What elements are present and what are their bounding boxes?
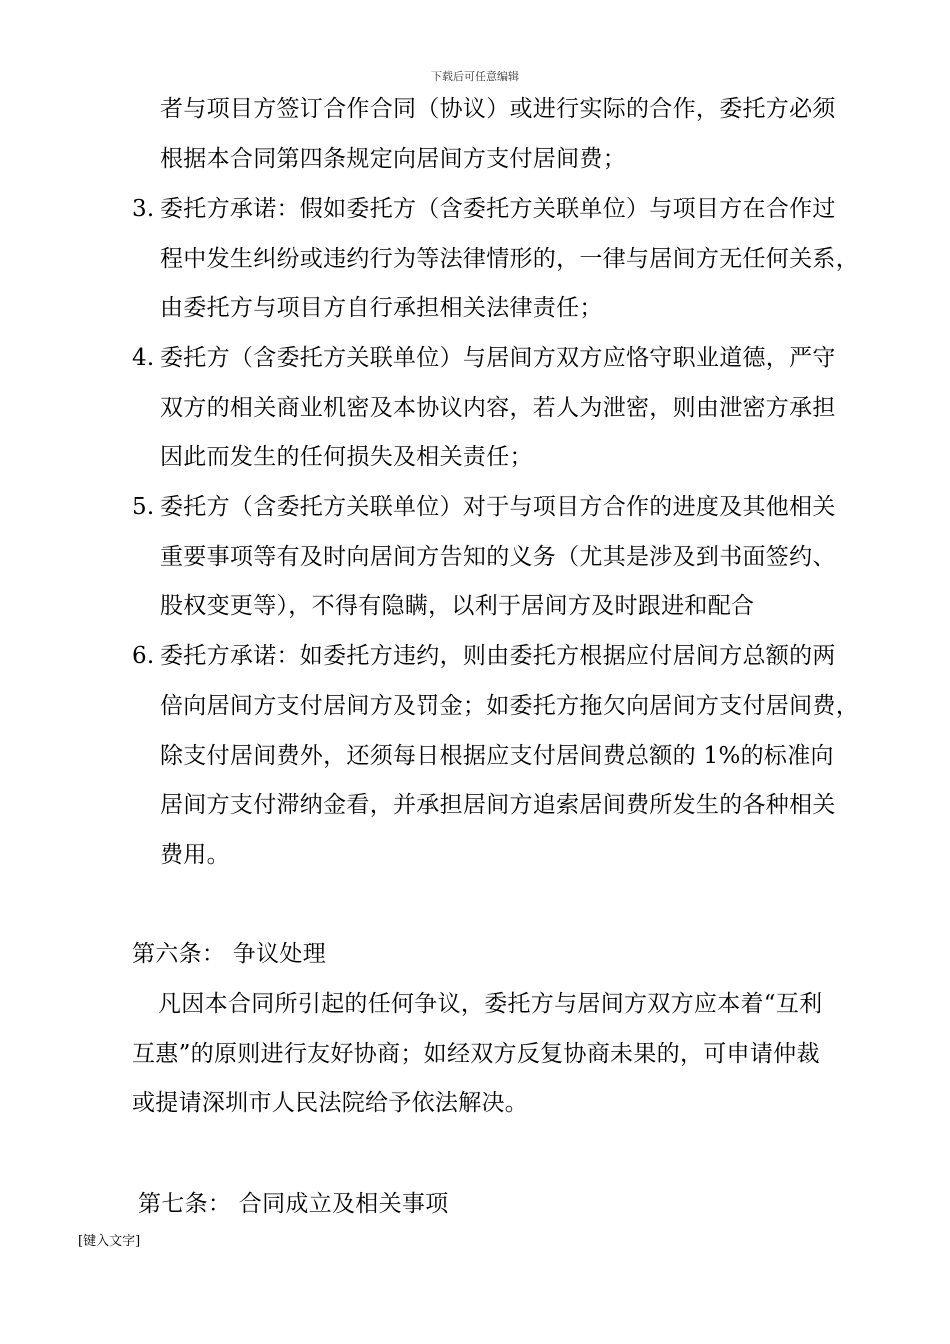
text-line: 者与项目方签订合作合同（协议）或进行实际的合作，委托方必须 [160,96,836,122]
text-line: 委托方承诺：如委托方违约，则由委托方根据应付居间方总额的两 [160,643,836,669]
text-line: 倍向居间方支付居间方及罚金；如委托方拖欠向居间方支付居间费， [160,693,859,719]
text-line: 股权变更等），不得有隐瞒，以利于居间方及时跟进和配合 [160,593,755,619]
list-item-4 [132,343,836,373]
text-line: 双方的相关商业机密及本协议内容，若人为泄密，则由泄密方承担 [160,395,836,421]
header-note: 下载后可任意编辑 [431,70,519,83]
text-line: 除支付居间费外，还须每日根据应支付居间费总额的 1%的标准向 [160,743,834,769]
text-line: 或提请深圳市人民法院给予依法解决。 [132,1090,529,1116]
text-line: 因此而发生的任何损失及相关责任； [160,444,533,470]
text-line: 委托方（含委托方关联单位）对于与项目方合作的进度及其他相关 [160,494,836,520]
list-number: 4. [132,345,155,371]
list-item-5 [132,492,836,522]
text-line: 居间方支付滞纳金看，并承担居间方追索居间费所发生的各种相关 [160,792,836,818]
list-item-3 [132,194,836,224]
list-item-6 [132,641,836,671]
text-line: 程中发生纠纷或违约行为等法律情形的，一律与居间方无任何关系， [160,246,859,272]
text-line: 费用。 [160,842,230,868]
list-number: 3. [132,196,155,222]
text-line: 根据本合同第四条规定向居间方支付居间费； [160,146,626,172]
text-line: 互惠”的原则进行友好协商；如经双方反复协商未果的，可申请仲裁 [132,1041,820,1067]
text-line: 委托方承诺：假如委托方（含委托方关联单位）与项目方在合作过 [160,196,836,222]
text-line: 委托方（含委托方关联单位）与居间方双方应恪守职业道德，严守 [160,345,836,371]
text-line: 由委托方与项目方自行承担相关法律责任； [160,295,603,321]
section-heading-7: 第七条： 合同成立及相关事项 [138,1191,449,1217]
text-line: 重要事项等有及时向居间方告知的义务（尤其是涉及到书面签约、 [160,544,836,570]
list-number: 5. [132,494,155,520]
text-line: 凡因本合同所引起的任何争议，委托方与居间方双方应本着“互利 [158,991,823,1017]
section-heading-6: 第六条： 争议处理 [132,941,327,967]
footer-note: [键入文字] [78,1234,141,1249]
list-number: 6. [132,643,155,669]
